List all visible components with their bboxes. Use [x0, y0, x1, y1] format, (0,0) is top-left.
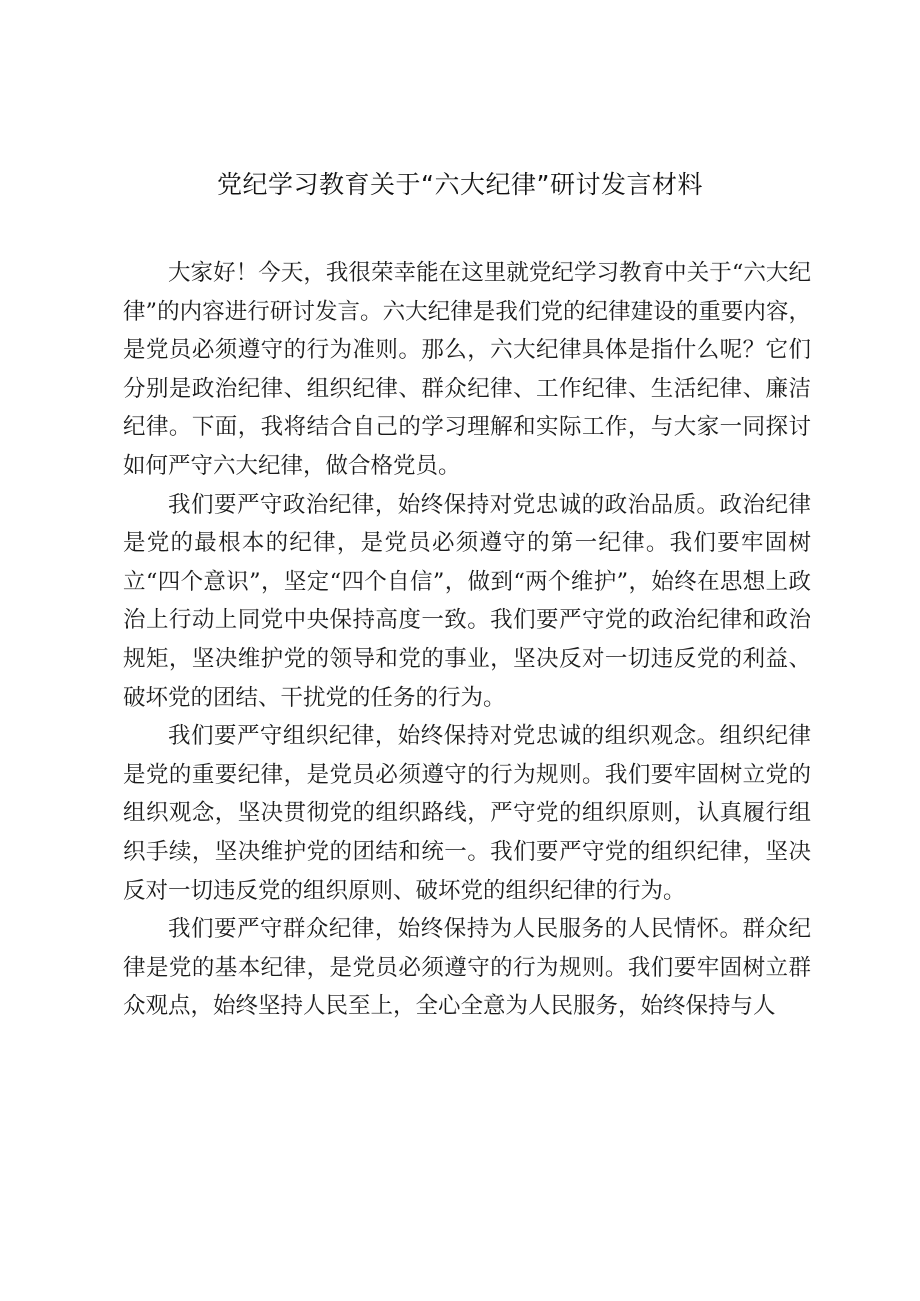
paragraph-intro: 大家好！今天，我很荣幸能在这里就党纪学习教育中关于“六大纪律”的内容进行研讨发言。六大纪律是我们党的纪律建设的重要内容，是党员必须遵守的行为准则。那么，六大纪律具体是指什么呢？它们分别是政治纪律、组织纪律、群众纪律、工作纪律、生活纪律、廉洁纪律。下面，我将结合自己的学习理解和实际工作，与大家一同探讨如何严守六大纪律，做合格党员。: [123, 260, 811, 479]
paragraph-political-discipline: 我们要严守政治纪律，始终保持对党忠诚的政治品质。政治纪律是党的最根本的纪律，是党员必须遵守的第一纪律。我们要牢固树立“四个意识”，坚定“四个自信”，做到“两个维护”，始终在思想上政治上行动上同党中央保持高度一致。我们要严守党的政治纪律和政治规矩，坚决维护党的领导和党的事业，坚决反对一切违反党的利益、破坏党的团结、干扰党的任务的行为。: [123, 491, 811, 711]
paragraph-mass-discipline: 我们要严守群众纪律，始终保持为人民服务的人民情怀。群众纪律是党的基本纪律，是党员必须遵守的行为规则。我们要牢固树立群众观点，始终坚持人民至上，全心全意为人民服务，始终保持与人: [123, 916, 811, 1020]
document-title: 党纪学习教育关于“六大纪律”研讨发言材料: [217, 170, 703, 199]
document-body: [123, 254, 811, 1026]
paragraph-organizational-discipline: 我们要严守组织纪律，始终保持对党忠诚的组织观念。组织纪律是党的重要纪律，是党员必须遵守的行为规则。我们要牢固树立党的组织观念，坚决贯彻党的组织路线，严守党的组织原则，认真履行组织手续，坚决维护党的团结和统一。我们要严守党的组织纪律，坚决反对一切违反党的组织原则、破坏党的组织纪律的行为。: [123, 723, 811, 904]
